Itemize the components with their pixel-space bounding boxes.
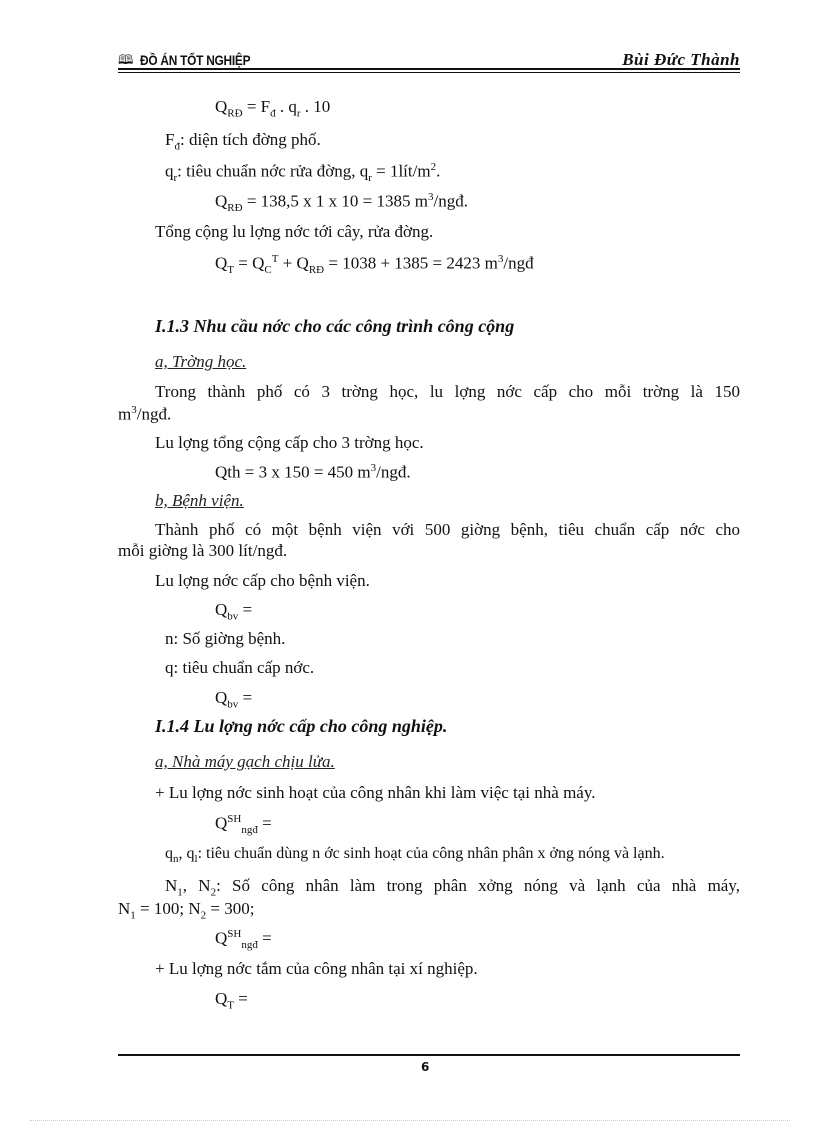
definition-q: q: tiêu chuẩn cấp nớc. (165, 658, 315, 677)
definition-n1-n2-values: $N_1 = 100$; $N_2 = 300$; (118, 899, 255, 922)
subheading-school: a, Trờng học. (155, 352, 247, 371)
text-total-flow: Tổng cộng lu lợng nớc tới cây, rửa đờng. (155, 222, 434, 241)
subheading-hospital: b, Bệnh viện. (155, 491, 244, 510)
bottom-border (30, 1120, 790, 1121)
definition-fd: $F_đ$: diện tích đờng phố. (165, 130, 321, 153)
paragraph-hospital: Thành phố có một bệnh viện với 500 giờng bệnh, tiêu chuẩn cấp nớc cho (155, 520, 740, 539)
section-heading-1-1-4: I.1.4 Lu lợng nớc cấp cho công nghiệp. (155, 716, 448, 736)
formula-qth: Qth = 3 x 150 = 450 $m^3$/ngđ. (215, 462, 411, 482)
section-heading-1-1-3: I.1.3 Nhu cầu nớc cho các công trình công cộng (155, 316, 515, 336)
paragraph-schools-cont: $m^3$/ngđ. (118, 404, 172, 424)
header-rule-thin (118, 72, 740, 73)
header-title: ĐỒ ÁN TỐT NGHIỆP (140, 52, 251, 68)
text-school-total: Lu lợng tổng cộng cấp cho 3 trờng học. (155, 433, 424, 452)
text-domestic-flow: + Lu lợng nớc sinh hoạt của công nhân khi làm việc tại nhà máy. (155, 783, 596, 802)
formula-qrd-value: $Q_{RĐ} = 138,5$ x 1 x 10 = 1385 $m^3$/ngđ. (215, 191, 468, 215)
subheading-brick-factory: a, Nhà máy gạch chịu lửa. (155, 752, 335, 771)
formula-qsh-2: $Q^{SH}_{ngđ}$ = (215, 928, 272, 952)
formula-qsh: $Q^{SH}_{ngđ}$ = (215, 813, 272, 837)
header-rule (118, 68, 740, 70)
paragraph-hospital-cont: mỗi giờng là 300 lít/ngđ. (118, 541, 288, 560)
formula-qt: $Q_T = Q_C^T + Q_{RĐ} = 1038 + 1385 = 2423$ $m^3$/ngđ (215, 253, 534, 277)
text-bath-flow: + Lu lợng nớc tắm của công nhân tại xí nghiệp. (155, 959, 478, 978)
definition-n1-n2: $N_1$, $N_2$: Số công nhân làm trong phân xởng nóng và lạnh của nhà máy, (165, 876, 741, 899)
definition-qn-ql: $q_n$, $q_l$: tiêu chuẩn dùng n ớc sinh hoạt của công nhân phân x ởng nóng và lạnh. (165, 845, 665, 866)
formula-qrd: $Q_{RĐ} = F_đ$ . $q_r$ . 10 (215, 97, 331, 120)
formula-qbv: $Q_{bv}$ = (215, 600, 253, 623)
formula-qbv-2: $Q_{bv}$ = (215, 688, 253, 711)
definition-qr: $q_r$: tiêu chuẩn nớc rửa đờng, $q_r$ = $1lít/m^2$. (165, 161, 441, 185)
paragraph-schools: Trong thành phố có 3 trờng học, lu lợng nớc cấp cho mỗi trờng là 150 (155, 382, 740, 401)
formula-qt-2: $Q_T$ = (215, 989, 248, 1012)
header-author: Bùi Đức Thành (622, 50, 740, 69)
text-hospital-flow: Lu lợng nớc cấp cho bệnh viện. (155, 571, 370, 590)
open-book-icon: 🕮 (118, 53, 134, 68)
footer-rule (118, 1054, 740, 1056)
page-number: 6 (421, 1060, 430, 1074)
page-header (118, 50, 740, 70)
definition-n: n: Số giờng bệnh. (165, 629, 286, 648)
